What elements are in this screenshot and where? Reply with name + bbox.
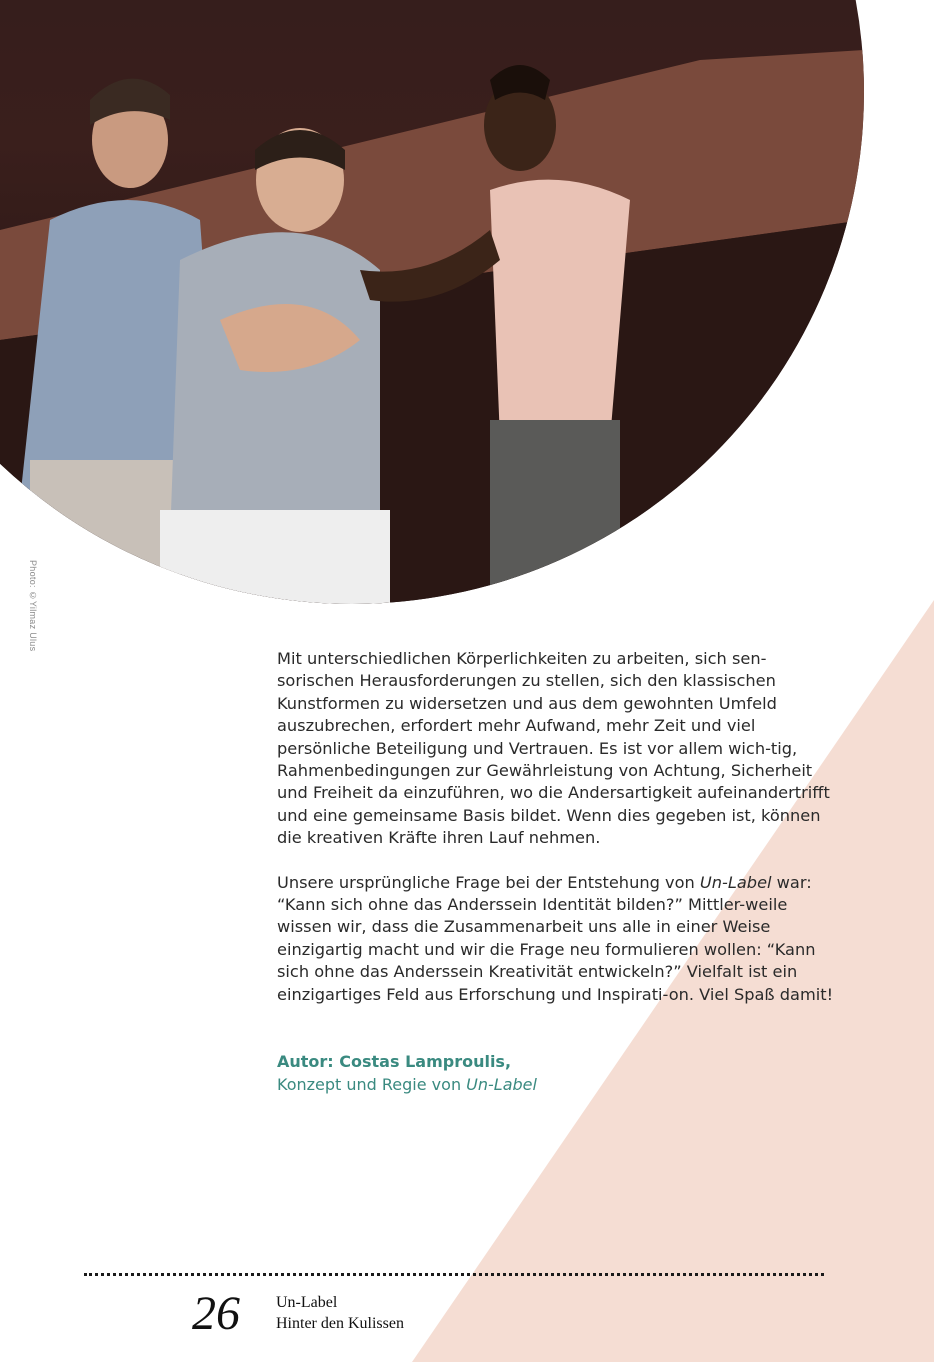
paragraph-emphasis: Un-Label [699,872,772,892]
author-name: Autor: Costas Lamproulis, [277,1052,512,1071]
running-title-line1: Un-Label [276,1294,338,1311]
article-paragraph [277,872,837,1006]
page-number: 26 [192,1287,240,1340]
author-role-emphasis: Un-Label [466,1075,537,1094]
author-block [277,1050,837,1096]
author-role [277,1073,837,1096]
author-role-text: Konzept und Regie von [277,1075,467,1094]
paragraph-text: Unsere ursprüngliche Frage bei der Entstehung von [277,872,700,892]
article-body [277,648,837,1028]
running-title [276,1292,404,1334]
paragraph-text: war: “Kann sich ohne das Anderssein Identität bilden?” Mittler-weile wissen wir, dass die Zusammenarbeit uns alle in einer Weise einzigartig macht und wir die Frage neu formulieren wollen: “Kann sich ohne das Anderssein Kreativität entwickeln?” Vielfalt ist ein einzigartiges Feld aus Erforschung und Inspirati-on. Viel Spaß damit! [277,872,834,1004]
running-title-line2: Hinter den Kulissen [276,1315,404,1332]
photo-credit: Photo: ©Yilmaz Ulus [28,560,38,652]
footer-divider [84,1273,824,1276]
article-paragraph: Mit unterschiedlichen Körperlichkeiten zu arbeiten, sich sen-sorischen Herausforderungen zu stellen, sich den klassischen Kunstformen zu widersetzen und aus dem gewohnten Umfeld auszubrechen, erfordert mehr Aufwand, mehr Zeit und viel persönliche Beteiligung und Vertrauen. Es ist vor allem wich-tig, Rahmenbedingungen zur Gewährleistung von Achtung, Sicherheit und Freiheit da einzuführen, wo die Andersartigkeit aufeinandertrifft und eine gemeinsame Basis bildet. Wenn dies gegeben ist, können die kreativen Kräfte ihren Lauf nehmen. [277,649,830,848]
